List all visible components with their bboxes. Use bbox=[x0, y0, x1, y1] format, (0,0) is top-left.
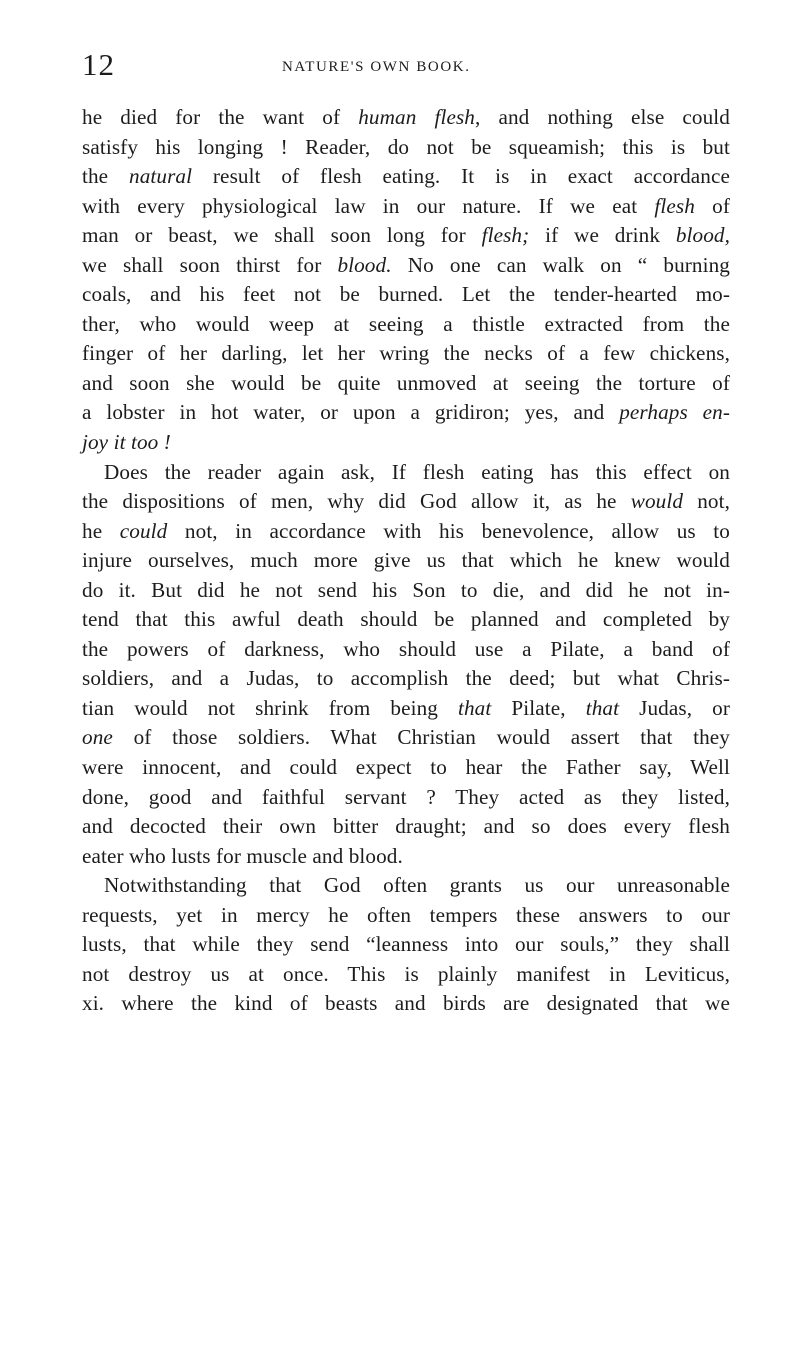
text-segment: xi. where the kind of beasts and birds are designated that we bbox=[82, 991, 730, 1016]
text-segment: we shall soon thirst for bbox=[82, 252, 338, 277]
text-line bbox=[82, 930, 730, 960]
text-line bbox=[82, 605, 730, 635]
text-segment: he died for the want of bbox=[82, 105, 359, 129]
text-segment: lusts, that while they send “leanness into our souls,” they shall bbox=[82, 932, 730, 957]
italic-text: joy it too ! bbox=[82, 430, 171, 455]
page-number: 12 bbox=[82, 47, 115, 82]
text-segment: of those soldiers. What Christian would assert that they bbox=[112, 725, 730, 750]
text-segment: he bbox=[82, 518, 120, 543]
text-segment: tian would not shrink from being bbox=[82, 695, 458, 720]
text-segment: requests, yet in mercy he often tempers these answers to our bbox=[82, 902, 730, 927]
text-line bbox=[82, 664, 730, 694]
italic-text: flesh bbox=[654, 193, 695, 218]
text-line bbox=[82, 723, 730, 753]
text-line bbox=[82, 251, 730, 281]
text-line bbox=[82, 428, 730, 458]
text-line bbox=[82, 842, 730, 872]
text-segment: the powers of darkness, who should use a Pilate, a band of bbox=[82, 636, 730, 661]
text-segment: finger of her darling, let her wring the necks of a few chickens, bbox=[82, 341, 730, 366]
italic-text: perhaps en- bbox=[619, 400, 730, 425]
text-line bbox=[82, 162, 730, 192]
text-line bbox=[82, 871, 730, 901]
text-segment: and decocted their own bitter draught; and so does every flesh bbox=[82, 814, 730, 839]
text-segment: do it. But did he not send his Son to die, and did he not in- bbox=[82, 577, 730, 602]
text-segment: a lobster in hot water, or upon a gridiron; yes, and bbox=[82, 400, 620, 425]
text-line bbox=[82, 458, 730, 488]
italic-text: could bbox=[119, 518, 168, 543]
text-line bbox=[82, 960, 730, 990]
italic-text: natural bbox=[129, 164, 193, 189]
text-line bbox=[82, 635, 730, 665]
text-segment: not, bbox=[683, 489, 730, 514]
italic-text: human flesh bbox=[358, 105, 475, 129]
text-segment: soldiers, and a Judas, to accomplish the deed; but what Chris- bbox=[82, 666, 730, 691]
italic-text: one bbox=[82, 725, 113, 750]
text-segment: Notwithstanding that God often grants us our unreasonable bbox=[104, 873, 730, 898]
italic-text: would bbox=[630, 489, 684, 514]
text-line bbox=[82, 280, 730, 310]
text-segment: Pilate, bbox=[491, 695, 586, 720]
text-line bbox=[82, 812, 730, 842]
italic-text: blood. bbox=[337, 252, 392, 277]
text-line bbox=[82, 989, 730, 1019]
text-line bbox=[82, 339, 730, 369]
text-segment: injure ourselves, much more give us that which he knew would bbox=[82, 548, 730, 573]
text-line bbox=[82, 576, 730, 606]
text-segment: of bbox=[694, 193, 730, 218]
text-line bbox=[82, 192, 730, 222]
text-segment: No one can walk on “ burning bbox=[391, 252, 730, 277]
text-segment: not destroy us at once. This is plainly manifest in Leviticus, bbox=[82, 961, 730, 986]
text-line bbox=[82, 783, 730, 813]
italic-text: blood, bbox=[675, 223, 731, 248]
text-line bbox=[82, 310, 730, 340]
text-segment: ther, who would weep at seeing a thistle extracted from the bbox=[82, 311, 730, 336]
text-line bbox=[82, 398, 730, 428]
italic-text: that bbox=[585, 695, 620, 720]
text-segment: tend that this awful death should be planned and completed by bbox=[82, 607, 730, 632]
text-line bbox=[82, 103, 730, 133]
text-segment: result of flesh eating. It is in exact accordance bbox=[192, 164, 730, 189]
text-segment: the dispositions of men, why did God allow it, as he bbox=[82, 489, 631, 514]
page-header bbox=[82, 47, 730, 86]
text-line bbox=[82, 517, 730, 547]
text-line bbox=[82, 901, 730, 931]
text-segment: Judas, or bbox=[619, 695, 731, 720]
text-segment: and soon she would be quite unmoved at seeing the torture of bbox=[82, 370, 730, 395]
text-segment: the bbox=[82, 164, 129, 189]
text-line bbox=[82, 546, 730, 576]
text-segment: eater who lusts for muscle and blood. bbox=[82, 843, 403, 868]
text-line bbox=[82, 133, 730, 163]
text-segment: were innocent, and could expect to hear the Father say, Well bbox=[82, 755, 730, 780]
text-segment: Does the reader again ask, If flesh eating has this effect on bbox=[104, 459, 730, 484]
text-segment: if we drink bbox=[529, 223, 676, 248]
italic-text: that bbox=[458, 695, 492, 720]
text-line bbox=[82, 694, 730, 724]
text-line bbox=[82, 487, 730, 517]
text-segment: , and nothing else could bbox=[475, 105, 730, 129]
text-segment: satisfy his longing ! Reader, do not be squeamish; this is but bbox=[82, 134, 730, 159]
running-head: NATURE'S OWN BOOK. bbox=[282, 59, 471, 75]
body-text bbox=[82, 103, 730, 1019]
text-line bbox=[82, 369, 730, 399]
text-line bbox=[82, 221, 730, 251]
text-segment: done, good and faithful servant ? They acted as they listed, bbox=[82, 784, 730, 809]
text-segment: with every physiological law in our nature. If we eat bbox=[82, 193, 655, 218]
italic-text: flesh; bbox=[481, 223, 530, 248]
text-segment: not, in accordance with his benevolence, allow us to bbox=[167, 518, 730, 543]
text-line bbox=[82, 753, 730, 783]
text-segment: coals, and his feet not be burned. Let the tender-hearted mo- bbox=[82, 282, 730, 307]
text-segment: man or beast, we shall soon long for bbox=[82, 223, 482, 248]
